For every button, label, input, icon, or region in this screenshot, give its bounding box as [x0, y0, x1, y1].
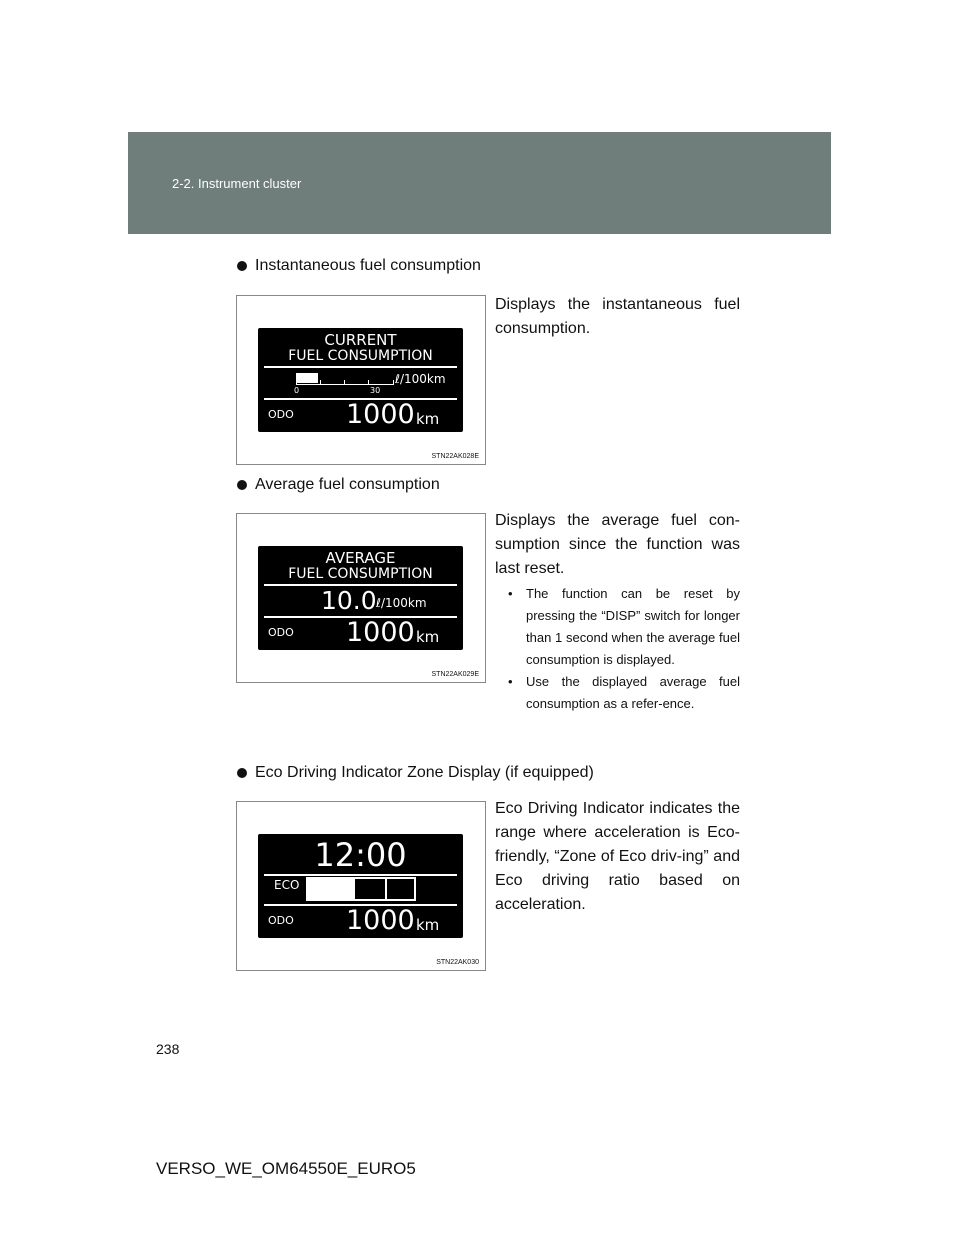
heading-text: Eco Driving Indicator Zone Display (if equipped)	[255, 764, 594, 781]
scale-max: 30	[370, 386, 381, 395]
consumption-unit: ℓ/100km	[395, 372, 446, 386]
bullet-icon: •	[508, 674, 513, 689]
heading-average	[237, 476, 440, 494]
consumption-scale-line	[296, 384, 394, 385]
figure-average	[236, 513, 486, 683]
bullet-icon	[237, 480, 247, 490]
scale-min: 0	[294, 386, 300, 395]
description-eco: Eco Driving Indicator indicates the range where acceleration is Eco-friendly, “Zone of Eco driv-ing” and Eco driving ratio based on acceleration.	[495, 800, 740, 913]
eco-zone-marker	[385, 877, 387, 901]
lcd-divider	[264, 874, 457, 876]
lcd-display	[258, 328, 463, 432]
odo-unit: km	[416, 628, 440, 646]
scale-tick	[296, 380, 297, 385]
eco-label: ECO	[274, 878, 300, 892]
description-average: Displays the average fuel con-sumption since the function was last reset.	[495, 512, 740, 577]
lcd-display	[258, 834, 463, 938]
average-value: 10.0	[321, 586, 377, 615]
consumption-bar-fill	[296, 373, 318, 383]
lcd-line1: CURRENT	[324, 331, 397, 349]
heading-instantaneous	[237, 257, 481, 275]
figure-instantaneous	[236, 295, 486, 465]
eco-zone-fill	[308, 879, 355, 899]
odo-label: ODO	[268, 408, 294, 421]
lcd-divider	[264, 366, 457, 368]
odo-value: 1000	[346, 617, 415, 648]
average-unit: ℓ/100km	[376, 596, 427, 610]
odo-value: 1000	[346, 399, 415, 430]
section-header-band	[128, 132, 831, 234]
scale-tick	[320, 380, 321, 385]
odo-value: 1000	[346, 905, 415, 936]
notes-list	[508, 583, 740, 715]
note-text: Use the displayed average fuel consumption as a refer-ence.	[526, 674, 740, 711]
scale-tick	[368, 380, 369, 385]
note-item	[508, 583, 740, 671]
odo-unit: km	[416, 916, 440, 934]
figure-code: STN22AK030	[436, 959, 479, 966]
lcd-line2: FUEL CONSUMPTION	[288, 348, 433, 364]
description-instantaneous: Displays the instantaneous fuel consumption.	[495, 296, 740, 337]
bullet-icon: •	[508, 586, 513, 601]
clock: 12:00	[314, 836, 407, 874]
figure-code: STN22AK029E	[431, 671, 479, 678]
odo-unit: km	[416, 410, 440, 428]
lcd-line2: FUEL CONSUMPTION	[288, 566, 433, 582]
lcd-display	[258, 546, 463, 650]
section-title: 2-2. Instrument cluster	[172, 176, 302, 191]
bullet-icon	[237, 768, 247, 778]
bullet-icon	[237, 261, 247, 271]
figure-eco	[236, 801, 486, 971]
scale-tick	[393, 380, 394, 385]
figure-code: STN22AK028E	[431, 453, 479, 460]
odo-label: ODO	[268, 626, 294, 639]
heading-eco	[237, 764, 594, 782]
note-item	[508, 671, 740, 715]
page-number: 238	[156, 1041, 180, 1057]
heading-text: Average fuel consumption	[255, 476, 440, 493]
odo-label: ODO	[268, 914, 294, 927]
note-text: The function can be reset by pressing the “DISP” switch for longer than 1 second when the average fuel consumption is displayed.	[526, 586, 740, 667]
document-code: VERSO_WE_OM64550E_EURO5	[156, 1159, 416, 1178]
lcd-line1: AVERAGE	[325, 549, 396, 567]
heading-text: Instantaneous fuel consumption	[255, 257, 481, 274]
scale-tick	[344, 380, 345, 385]
